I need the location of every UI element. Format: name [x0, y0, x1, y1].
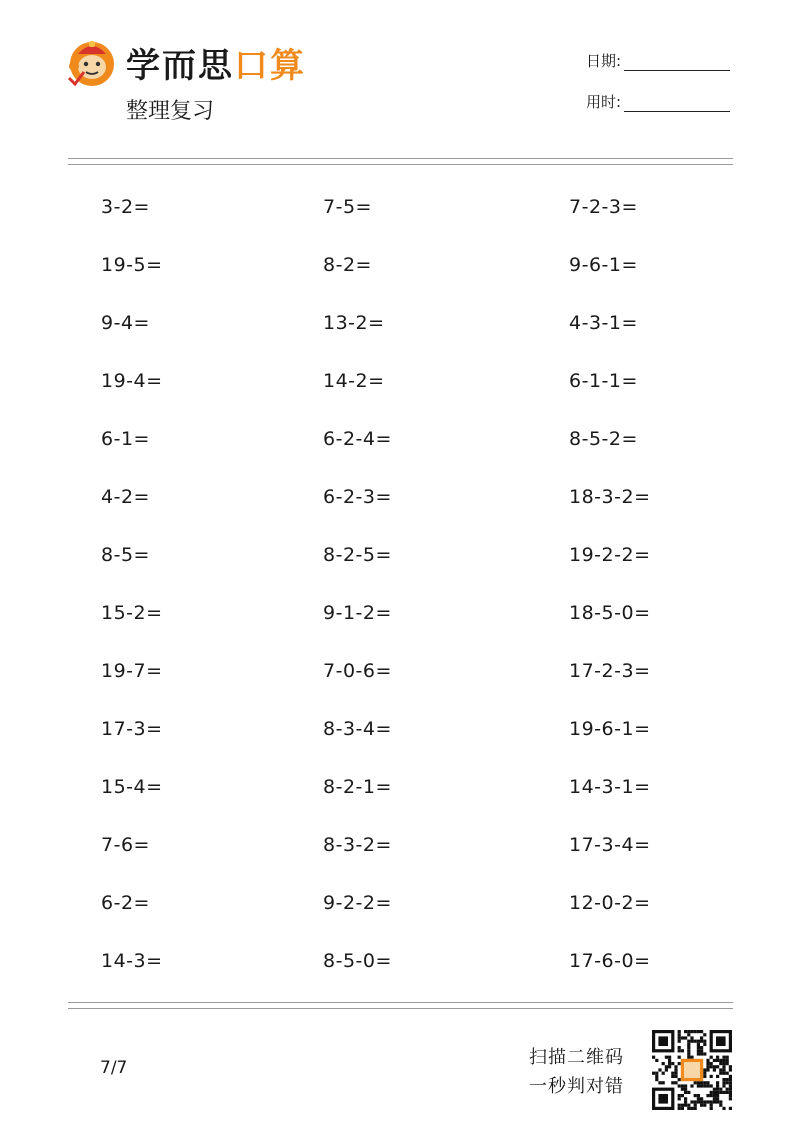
math-problem: 6-1= [101, 428, 150, 450]
math-problem: 19-2-2= [569, 544, 651, 566]
math-problem: 7-6= [101, 834, 150, 856]
math-problem: 19-6-1= [569, 718, 651, 740]
math-problem: 9-1-2= [323, 602, 392, 624]
date-blank-line[interactable] [624, 56, 730, 71]
math-problem: 7-2-3= [569, 196, 638, 218]
math-problem: 17-2-3= [569, 660, 651, 682]
worksheet-subtitle: 整理复习 [126, 99, 215, 124]
math-problem: 3-2= [101, 196, 150, 218]
math-problem: 14-2= [323, 370, 385, 392]
page-number: 7/7 [100, 1058, 128, 1078]
math-problem: 18-5-0= [569, 602, 651, 624]
math-problem: 9-2-2= [323, 892, 392, 914]
math-problem: 8-2-1= [323, 776, 392, 798]
math-problem: 8-5-2= [569, 428, 638, 450]
header-divider [68, 158, 733, 165]
math-problem: 8-2= [323, 254, 372, 276]
math-problem: 6-2= [101, 892, 150, 914]
brand-name-highlight: 口算 [234, 46, 306, 86]
scan-instructions [529, 1043, 624, 1101]
problem-column-2 [323, 193, 392, 1005]
math-problem: 14-3= [101, 950, 163, 972]
date-label: 日期: [586, 52, 622, 70]
math-problem: 18-3-2= [569, 486, 651, 508]
math-problem: 8-3-4= [323, 718, 392, 740]
math-problem: 6-1-1= [569, 370, 638, 392]
math-problem: 8-3-2= [323, 834, 392, 856]
math-problem: 19-7= [101, 660, 163, 682]
math-problem: 17-6-0= [569, 950, 651, 972]
math-problem: 9-4= [101, 312, 150, 334]
math-problem: 14-3-1= [569, 776, 651, 798]
math-problem: 19-5= [101, 254, 163, 276]
math-problem: 7-0-6= [323, 660, 392, 682]
time-label: 用时: [586, 93, 622, 111]
math-problem: 19-4= [101, 370, 163, 392]
math-problem: 8-2-5= [323, 544, 392, 566]
footer-divider [68, 1002, 733, 1009]
monkey-mascot-icon [66, 36, 118, 88]
problem-column-3 [569, 193, 651, 1005]
time-field[interactable] [586, 91, 730, 112]
time-blank-line[interactable] [624, 97, 730, 112]
brand-name-main: 学而思 [126, 46, 234, 86]
math-problem: 17-3-4= [569, 834, 651, 856]
math-problem: 4-3-1= [569, 312, 638, 334]
math-problem: 15-2= [101, 602, 163, 624]
math-problem: 7-5= [323, 196, 372, 218]
math-problem: 13-2= [323, 312, 385, 334]
math-problem: 17-3= [101, 718, 163, 740]
qr-code-icon[interactable] [652, 1030, 732, 1110]
date-field[interactable] [586, 50, 730, 71]
math-problem: 9-6-1= [569, 254, 638, 276]
scan-line-1: 扫描二维码 [529, 1047, 624, 1068]
math-problem: 12-0-2= [569, 892, 651, 914]
math-problem: 6-2-3= [323, 486, 392, 508]
math-problem: 6-2-4= [323, 428, 392, 450]
math-problem: 8-5= [101, 544, 150, 566]
math-problem: 4-2= [101, 486, 150, 508]
brand-name [126, 38, 306, 87]
problem-column-1 [101, 193, 163, 1005]
math-problem: 15-4= [101, 776, 163, 798]
scan-line-2: 一秒判对错 [529, 1076, 624, 1097]
math-problem: 8-5-0= [323, 950, 392, 972]
